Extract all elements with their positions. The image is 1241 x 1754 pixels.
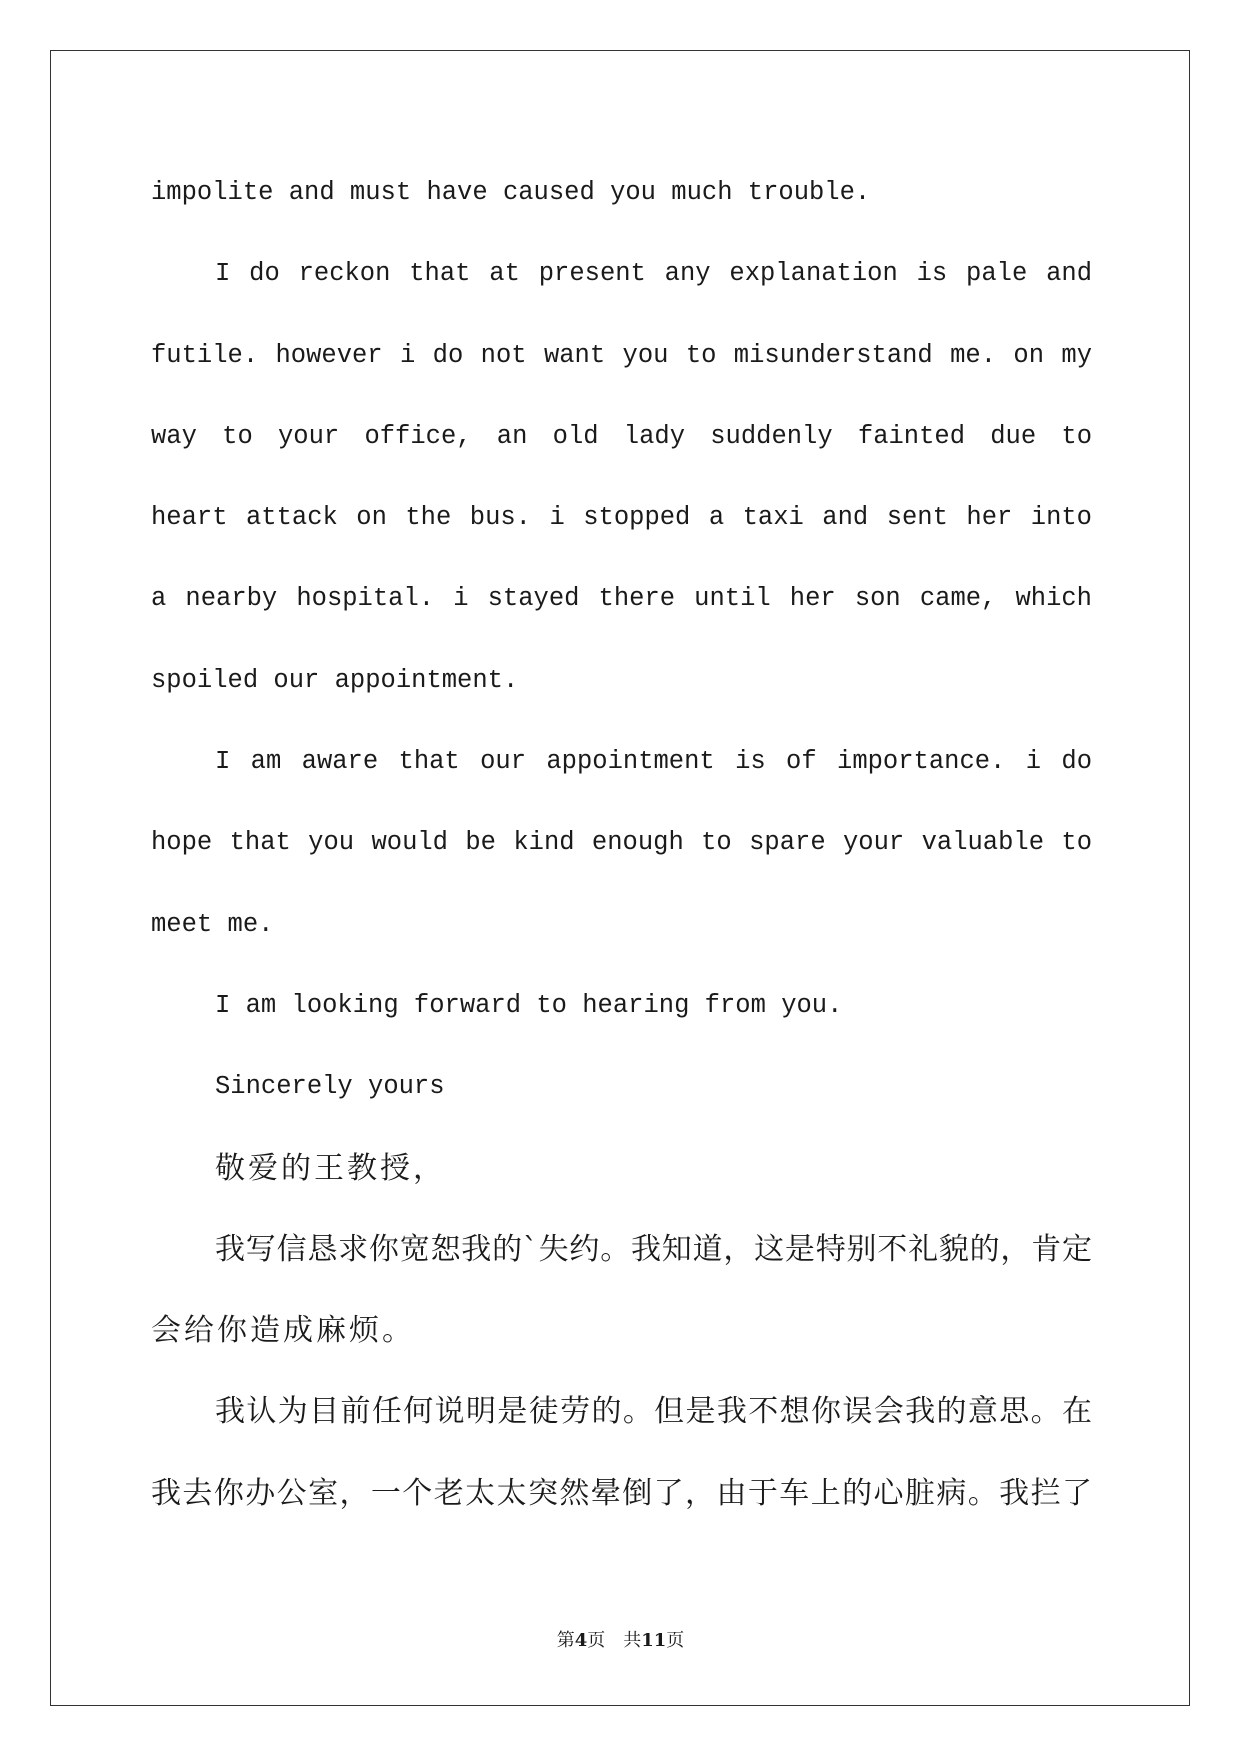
text-line: way to your office, an old lady suddenly fainted due to — [151, 421, 1092, 451]
page-footer — [0, 1626, 1241, 1652]
page-suffix: 页 — [587, 1630, 606, 1651]
text-line: 会给你造成麻烦。 — [151, 1313, 415, 1349]
text-line: futile. however i do not want you to misunderstand me. on my — [151, 340, 1092, 370]
total-prefix: 共 — [623, 1630, 642, 1651]
salutation-line: 敬爱的王教授， — [215, 1150, 446, 1186]
text-line: 我认为目前任何说明是徒劳的。但是我不想你误会我的意思。在 — [215, 1394, 1092, 1430]
total-pages: 11 — [641, 1630, 667, 1651]
text-line: I do reckon that at present any explanation is pale and — [215, 259, 1092, 289]
document-body — [151, 152, 1092, 1534]
text-line: 我写信恳求你宽恕我的`失约。我知道，这是特别不礼貌的，肯定 — [215, 1231, 1092, 1267]
text-line: impolite and must have caused you much trouble. — [151, 178, 871, 207]
text-line: a nearby hospital. i stayed there until her son came, which — [151, 584, 1092, 614]
closing-line: Sincerely yours — [215, 1072, 445, 1102]
total-suffix: 页 — [666, 1630, 685, 1651]
text-line: I am looking forward to hearing from you. — [215, 990, 843, 1020]
text-line: hope that you would be kind enough to spare your valuable to — [151, 828, 1092, 858]
page-prefix: 第 — [556, 1630, 575, 1651]
text-line: I am aware that our appointment is of importance. i do — [215, 747, 1092, 777]
text-line: heart attack on the bus. i stopped a taxi and sent her into — [151, 503, 1092, 533]
text-line: 我去你办公室，一个老太太突然晕倒了，由于车上的心脏病。我拦了 — [151, 1475, 1092, 1511]
text-line: meet me. — [151, 909, 274, 939]
page-number: 4 — [574, 1630, 588, 1651]
text-line: spoiled our appointment. — [151, 665, 519, 695]
